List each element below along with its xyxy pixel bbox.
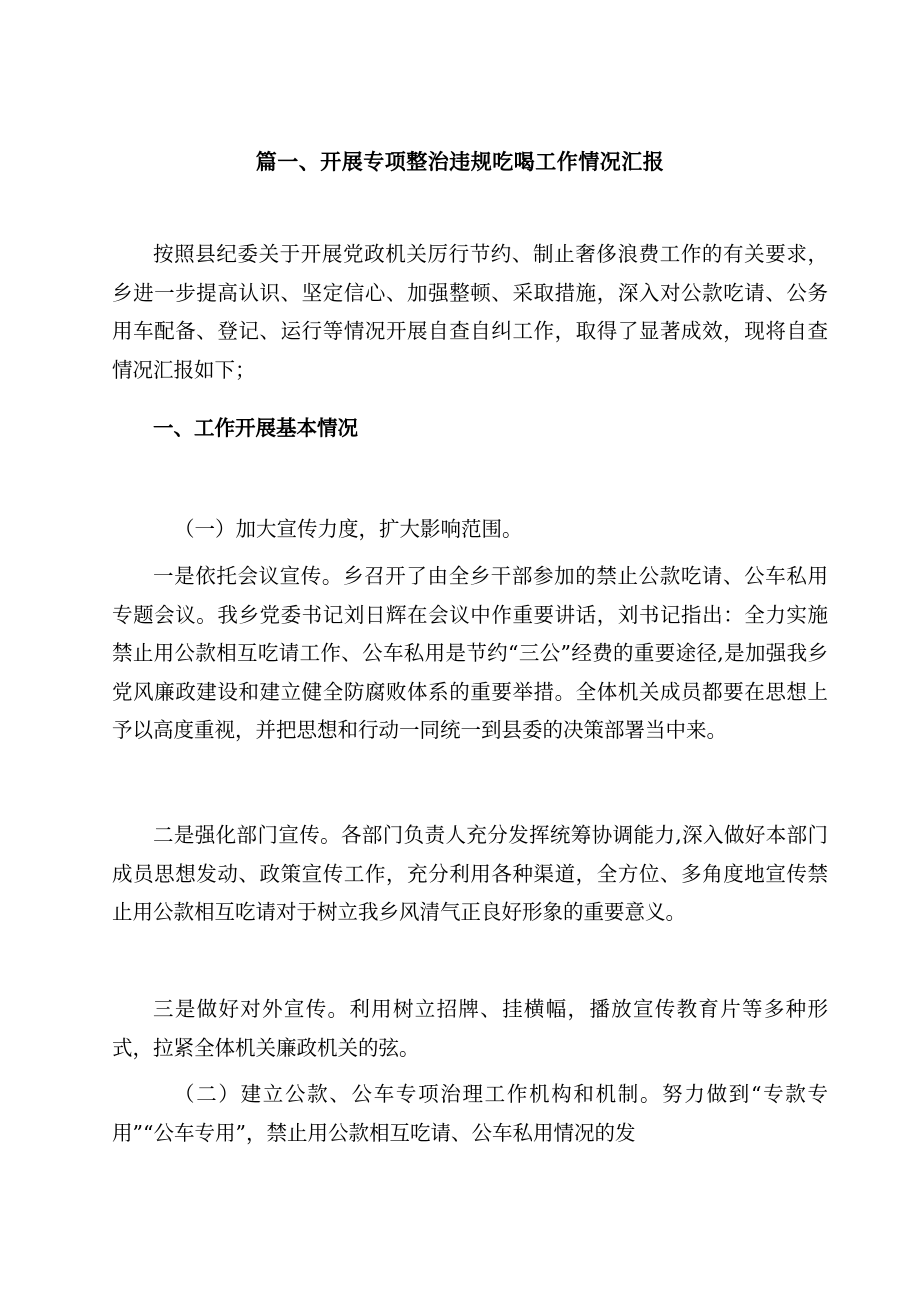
intro-paragraph: 按照县纪委关于开展党政机关厉行节约、制止奢侈浪费工作的有关要求，乡进一步提高认识、坚定信心、加强整顿、采取措施，深入对公款吃请、公务用车配备、登记、运行等情况开展自查自纠工作，取得了显著成效，现将自查情况汇报如下；	[112, 242, 828, 382]
body-paragraph: （二）建立公款、公车专项治理工作机构和机制。努力做到“专款专用”“公车专用”，禁止用公款相互吃请、公车私用情况的发	[112, 1082, 828, 1145]
body-paragraph: 二是强化部门宣传。各部门负责人充分发挥统筹协调能力,深入做好本部门成员思想发动、政策宣传工作，充分利用各种渠道，全方位、多角度地宣传禁止用公款相互吃请对于树立我乡风清气正良好形象的重要意义。	[112, 823, 828, 925]
document-title: 篇一、开展专项整治违规吃喝工作情况汇报	[255, 149, 665, 174]
body-paragraph: 三是做好对外宣传。利用树立招牌、挂横幅，播放宣传教育片等多种形式，拉紧全体机关廉政机关的弦。	[112, 997, 828, 1060]
subsection-heading: （一）加大宣传力度，扩大影响范围。	[174, 517, 523, 541]
body-paragraph: 一是依托会议宣传。乡召开了由全乡干部参加的禁止公款吃请、公车私用专题会议。我乡党委书记刘日辉在会议中作重要讲话，刘书记指出：全力实施禁止用公款相互吃请工作、公车私用是节约“三公”经费的重要途径,是加强我乡党风廉政建设和建立健全防腐败体系的重要举措。全体机关成员都要在思想上予以高度重视，并把思想和行动一同统一到县委的决策部署当中来。	[112, 564, 828, 743]
section-heading: 一、工作开展基本情况	[153, 416, 358, 440]
